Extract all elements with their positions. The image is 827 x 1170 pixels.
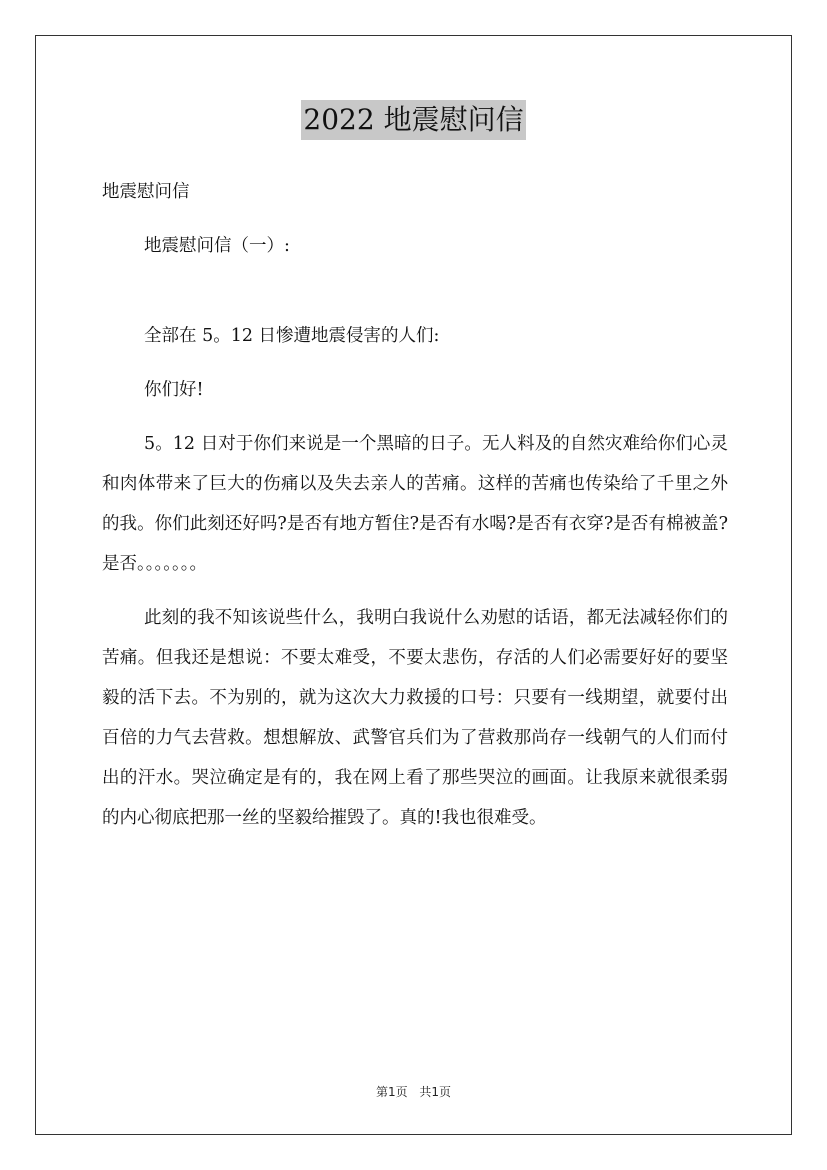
page-footer <box>0 1083 827 1100</box>
document-title: 2022 地震慰问信 <box>301 100 525 140</box>
document-heading: 地震慰问信 <box>102 182 190 202</box>
title-container <box>0 100 827 140</box>
body-paragraph-2: 此刻的我不知该说些什么，我明白我说什么劝慰的话语，都无法减轻你们的苦痛。但我还是想说：不要太难受，不要太悲伤，存活的人们必需要好好的要坚毅的活下去。不为别的，就为这次大力救援的口号：只要有一线期望，就要付出百倍的力气去营救。想想解放、武警官兵们为了营救那尚存一线朝气的人们而付出的汗水。哭泣确定是有的，我在网上看了那些哭泣的画面。让我原来就很柔弱的内心彻底把那一丝的坚毅给摧毁了。真的!我也很难受。 <box>102 608 728 828</box>
page-number-current: 第1页 <box>375 1085 408 1099</box>
document-subheading: 地震慰问信（一）: <box>144 236 290 256</box>
salutation: 全部在 5。12 日惨遭地震侵害的人们: <box>144 326 440 346</box>
greeting: 你们好! <box>144 380 204 400</box>
document-body <box>102 172 728 852</box>
page-number-total: 共1页 <box>419 1085 452 1099</box>
body-paragraph-1: 5。12 日对于你们来说是一个黑暗的日子。无人料及的自然灾难给你们心灵和肉体带来了巨大的伤痛以及失去亲人的苦痛。这样的苦痛也传染给了千里之外的我。你们此刻还好吗?是否有地方暂住?是否有水喝?是否有衣穿?是否有棉被盖?是否。。。。。。。 <box>102 434 728 574</box>
